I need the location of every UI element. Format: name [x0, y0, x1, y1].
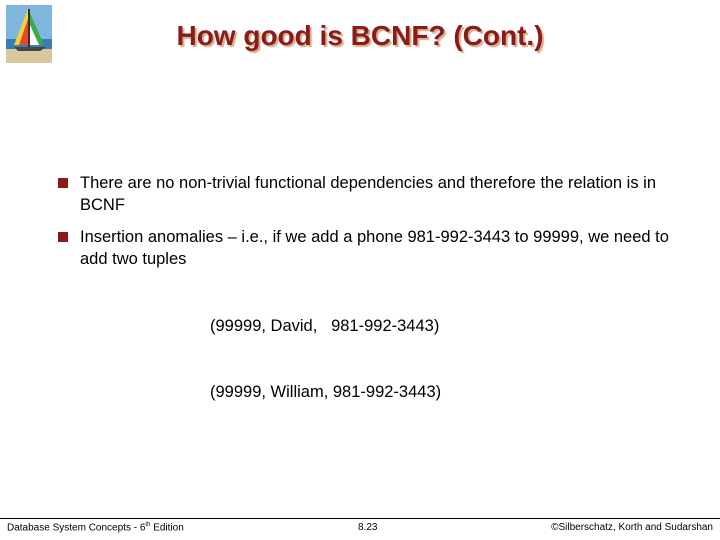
- bullet-item: [58, 226, 678, 270]
- bullet-text: There are no non-trivial functional dependencies and therefore the relation is in BCNF: [80, 174, 657, 214]
- bullet-square-icon: [58, 178, 68, 188]
- footer-copyright: ©Silberschatz, Korth and Sudarshan: [551, 522, 713, 533]
- tuple-line: (99999, William, 981-992-3443): [210, 383, 442, 401]
- footer-book-sup: th: [145, 522, 151, 528]
- bullet-list: [58, 172, 678, 280]
- footer-book-title: [7, 522, 184, 533]
- tuple-line: (99999, David, 981-992-3443): [210, 317, 440, 335]
- footer-page-number: 8.23: [358, 522, 378, 533]
- footer-book-suffix: Edition: [150, 522, 184, 534]
- slide-title: How good is BCNF? (Cont.): [176, 20, 544, 51]
- bullet-item: [58, 172, 678, 216]
- bullet-square-icon: [58, 232, 68, 242]
- footer-divider: [0, 518, 720, 519]
- footer-book-prefix: Database System Concepts - 6: [7, 522, 146, 534]
- bullet-text: Insertion anomalies – i.e., if we add a phone 981-992-3443 to 99999, we need to add two tuples: [80, 228, 669, 268]
- tuple-list: [210, 271, 441, 425]
